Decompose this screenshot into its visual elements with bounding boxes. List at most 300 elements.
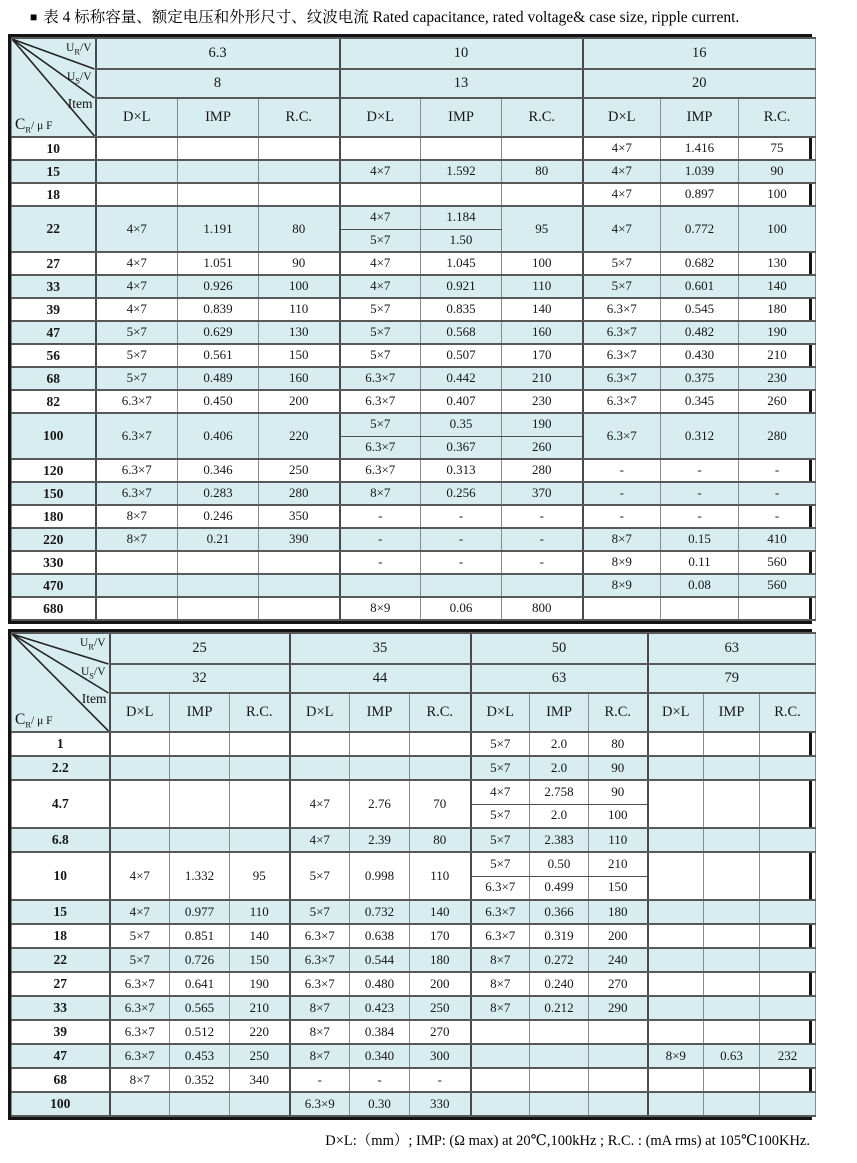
rc-cell: 150 [230, 948, 290, 972]
imp-cell: 0.641 [170, 972, 230, 996]
dxl-cell: 5×7 [340, 413, 421, 436]
imp-cell: 0.246 [178, 505, 259, 528]
surge-voltage-header-row [12, 69, 816, 99]
imp-cell: - [661, 505, 739, 528]
rc-cell: 160 [502, 321, 583, 344]
bullet-square-icon: ■ [30, 10, 38, 24]
imp-cell: 1.332 [170, 852, 230, 900]
dxl-cell [96, 551, 178, 574]
imp-cell: 0.375 [661, 367, 739, 390]
rc-cell: 800 [502, 597, 583, 620]
table-row [12, 252, 816, 275]
dxl-cell: 6.3×7 [583, 298, 661, 321]
dxl-cell: 5×7 [110, 924, 170, 948]
rc-cell: 110 [259, 298, 340, 321]
table-row [12, 206, 816, 229]
rated-voltage-value: 25 [110, 633, 290, 664]
imp-cell [704, 756, 760, 780]
table-row [12, 528, 816, 551]
dxl-cell [340, 137, 421, 160]
col-header-dxl: D×L [340, 98, 421, 137]
rc-cell: 230 [739, 367, 816, 390]
imp-cell: 0.30 [350, 1092, 410, 1116]
dxl-cell: 6.3×7 [96, 390, 178, 413]
imp-cell: 0.489 [178, 367, 259, 390]
dxl-cell [471, 1092, 530, 1116]
dxl-cell: 6.3×7 [471, 924, 530, 948]
imp-cell: 0.50 [530, 852, 589, 876]
imp-cell [170, 828, 230, 852]
dxl-cell: - [340, 528, 421, 551]
imp-cell: 0.921 [421, 275, 502, 298]
rc-cell: 210 [502, 367, 583, 390]
table-row [12, 1044, 816, 1068]
rc-cell: 190 [739, 321, 816, 344]
cap-cell: 2.2 [12, 756, 110, 780]
imp-cell [350, 732, 410, 756]
imp-cell [350, 756, 410, 780]
rc-cell: 150 [259, 344, 340, 367]
dxl-cell: 8×7 [583, 528, 661, 551]
imp-cell [170, 732, 230, 756]
imp-cell [170, 1092, 230, 1116]
rc-cell: 260 [502, 436, 583, 459]
cap-cell: 68 [12, 1068, 110, 1092]
dxl-cell: 8×7 [96, 528, 178, 551]
dxl-cell: 5×7 [471, 804, 530, 828]
dxl-cell: 8×7 [96, 505, 178, 528]
imp-cell: 0.367 [421, 436, 502, 459]
table-row [12, 852, 816, 876]
dxl-cell: 5×7 [96, 344, 178, 367]
cap-cell: 68 [12, 367, 96, 390]
dxl-cell [471, 1020, 530, 1044]
surge-voltage-header-row [12, 664, 816, 694]
imp-cell: 0.283 [178, 482, 259, 505]
rc-cell [760, 900, 816, 924]
rc-cell: 140 [230, 924, 290, 948]
dxl-cell: 4×7 [583, 206, 661, 252]
table-row [12, 1068, 816, 1092]
col-header-imp: IMP [350, 693, 410, 732]
dxl-cell [96, 160, 178, 183]
dxl-cell: 4×7 [96, 298, 178, 321]
imp-cell: - [350, 1068, 410, 1092]
dxl-cell [471, 1044, 530, 1068]
table-row [12, 160, 816, 183]
imp-cell [704, 828, 760, 852]
imp-cell: 0.366 [530, 900, 589, 924]
imp-cell [704, 996, 760, 1020]
col-header-dxl: D×L [96, 98, 178, 137]
rc-cell: 95 [502, 206, 583, 252]
dxl-cell: 8×7 [471, 948, 530, 972]
rc-cell [589, 1092, 648, 1116]
dxl-cell [648, 732, 704, 756]
table-row [12, 924, 816, 948]
cap-cell: 330 [12, 551, 96, 574]
imp-cell: 0.08 [661, 574, 739, 597]
rc-cell: 180 [589, 900, 648, 924]
dxl-cell [96, 597, 178, 620]
dxl-cell: 6.3×7 [583, 413, 661, 459]
dxl-cell [648, 756, 704, 780]
imp-cell: - [661, 459, 739, 482]
imp-cell: 0.406 [178, 413, 259, 459]
dxl-cell [648, 948, 704, 972]
imp-cell: 0.430 [661, 344, 739, 367]
imp-cell [704, 948, 760, 972]
dxl-cell: 6.3×7 [583, 344, 661, 367]
rc-cell [589, 1020, 648, 1044]
dxl-cell: 6.3×7 [110, 996, 170, 1020]
rc-cell [230, 828, 290, 852]
imp-cell: 0.568 [421, 321, 502, 344]
rc-cell: 95 [230, 852, 290, 900]
dxl-cell [96, 137, 178, 160]
imp-cell: 0.256 [421, 482, 502, 505]
corner-label-item: Item [67, 96, 93, 111]
imp-cell: 0.453 [170, 1044, 230, 1068]
cap-cell: 27 [12, 972, 110, 996]
rated-voltage-value: 50 [471, 633, 648, 664]
dxl-cell [648, 828, 704, 852]
col-header-imp: IMP [421, 98, 502, 137]
col-header-rc: R.C. [410, 693, 471, 732]
imp-cell [421, 574, 502, 597]
table-row [12, 321, 816, 344]
imp-cell: 0.638 [350, 924, 410, 948]
corner-cell [12, 633, 110, 732]
cap-cell: 39 [12, 1020, 110, 1044]
dxl-cell [471, 1068, 530, 1092]
cap-cell: 33 [12, 996, 110, 1020]
imp-cell: 0.565 [170, 996, 230, 1020]
rc-cell [410, 756, 471, 780]
imp-cell: 0.897 [661, 183, 739, 206]
imp-cell: - [421, 528, 502, 551]
table-low-voltage-6v3-16v [11, 37, 816, 621]
imp-cell: 0.839 [178, 298, 259, 321]
dxl-cell [648, 780, 704, 828]
imp-cell: 0.346 [178, 459, 259, 482]
imp-cell: 0.772 [661, 206, 739, 252]
dxl-cell [648, 1092, 704, 1116]
rc-cell: 140 [739, 275, 816, 298]
imp-cell: 0.352 [170, 1068, 230, 1092]
dxl-cell: 4×7 [583, 137, 661, 160]
cap-cell: 10 [12, 137, 96, 160]
rc-cell: 80 [259, 206, 340, 252]
imp-cell [704, 852, 760, 900]
corner-label-ur: $U_R/V$ [80, 637, 106, 652]
cap-cell: 1 [12, 732, 110, 756]
surge-voltage-value: 13 [340, 69, 583, 99]
rc-cell: 390 [259, 528, 340, 551]
dxl-cell: 8×7 [340, 482, 421, 505]
rc-cell [410, 732, 471, 756]
rc-cell [259, 574, 340, 597]
dxl-cell: 4×7 [340, 252, 421, 275]
imp-cell: 0.384 [350, 1020, 410, 1044]
rc-cell [760, 780, 816, 828]
col-header-rc: R.C. [739, 98, 816, 137]
imp-cell: 0.423 [350, 996, 410, 1020]
rc-cell [760, 1092, 816, 1116]
rc-cell: 232 [760, 1044, 816, 1068]
imp-cell: 0.926 [178, 275, 259, 298]
col-header-rc: R.C. [259, 98, 340, 137]
dxl-cell: - [583, 482, 661, 505]
dxl-cell: 6.3×7 [340, 390, 421, 413]
rc-cell [739, 597, 816, 620]
imp-cell: 1.051 [178, 252, 259, 275]
dxl-cell [648, 852, 704, 900]
table-row [12, 996, 816, 1020]
dxl-cell [110, 732, 170, 756]
rc-cell [760, 948, 816, 972]
rc-cell: 170 [410, 924, 471, 948]
imp-cell: - [421, 551, 502, 574]
imp-cell: 0.240 [530, 972, 589, 996]
dxl-cell: 8×7 [471, 972, 530, 996]
col-header-imp: IMP [661, 98, 739, 137]
table-row [12, 900, 816, 924]
imp-cell: 0.63 [704, 1044, 760, 1068]
rc-cell: 110 [589, 828, 648, 852]
imp-cell: 0.544 [350, 948, 410, 972]
imp-cell [178, 597, 259, 620]
rc-cell: 560 [739, 574, 816, 597]
rc-cell: 560 [739, 551, 816, 574]
rc-cell: 180 [739, 298, 816, 321]
imp-cell [178, 574, 259, 597]
rc-cell: - [502, 528, 583, 551]
imp-cell: 0.726 [170, 948, 230, 972]
col-header-dxl: D×L [583, 98, 661, 137]
rc-cell: 90 [589, 756, 648, 780]
dxl-cell: 6.3×7 [110, 1044, 170, 1068]
rc-cell [230, 1092, 290, 1116]
imp-cell [421, 137, 502, 160]
col-header-rc: R.C. [589, 693, 648, 732]
cap-cell: 27 [12, 252, 96, 275]
cap-cell: 150 [12, 482, 96, 505]
imp-cell [530, 1092, 589, 1116]
col-header-imp: IMP [170, 693, 230, 732]
dxl-cell: 4×7 [583, 183, 661, 206]
cap-cell: 470 [12, 574, 96, 597]
table-row [12, 972, 816, 996]
imp-cell: 0.35 [421, 413, 502, 436]
imp-cell: 0.407 [421, 390, 502, 413]
dxl-cell: 5×7 [471, 852, 530, 876]
rc-cell [230, 732, 290, 756]
rc-cell: 70 [410, 780, 471, 828]
dxl-cell: 4×7 [110, 900, 170, 924]
cap-cell: 18 [12, 924, 110, 948]
imp-cell: 0.340 [350, 1044, 410, 1068]
table-row [12, 597, 816, 620]
rc-cell: 140 [410, 900, 471, 924]
dxl-cell: 6.3×7 [340, 367, 421, 390]
table2-frame [8, 629, 812, 1120]
rc-cell: 160 [259, 367, 340, 390]
imp-cell [704, 1068, 760, 1092]
rc-cell: 100 [739, 206, 816, 252]
cap-cell: 47 [12, 1044, 110, 1068]
col-header-imp: IMP [530, 693, 589, 732]
dxl-cell: 5×7 [471, 756, 530, 780]
imp-cell: 2.76 [350, 780, 410, 828]
dxl-cell: 4×7 [340, 275, 421, 298]
dxl-cell: 4×7 [340, 206, 421, 229]
rc-cell [259, 183, 340, 206]
imp-cell [421, 183, 502, 206]
cap-cell: 15 [12, 900, 110, 924]
dxl-cell [648, 972, 704, 996]
rc-cell: 100 [259, 275, 340, 298]
table-row [12, 574, 816, 597]
dxl-cell: 5×7 [471, 828, 530, 852]
imp-cell: 1.184 [421, 206, 502, 229]
rc-cell: 180 [410, 948, 471, 972]
rc-cell: - [739, 505, 816, 528]
cap-cell: 47 [12, 321, 96, 344]
imp-cell: 0.312 [661, 413, 739, 459]
surge-voltage-value: 44 [290, 664, 471, 694]
imp-cell: 0.851 [170, 924, 230, 948]
imp-cell [178, 183, 259, 206]
rc-cell: 240 [589, 948, 648, 972]
dxl-cell: 6.3×7 [583, 321, 661, 344]
rc-cell [589, 1068, 648, 1092]
dxl-cell: 6.3×7 [96, 482, 178, 505]
imp-cell [170, 780, 230, 828]
dxl-cell: 5×7 [340, 321, 421, 344]
table-row [12, 828, 816, 852]
cap-cell: 82 [12, 390, 96, 413]
imp-cell: 0.482 [661, 321, 739, 344]
table-row [12, 390, 816, 413]
imp-cell: 0.732 [350, 900, 410, 924]
dxl-cell: 5×7 [96, 367, 178, 390]
dxl-cell: 4×7 [471, 780, 530, 804]
col-header-rc: R.C. [502, 98, 583, 137]
cap-cell: 4.7 [12, 780, 110, 828]
imp-cell: 0.507 [421, 344, 502, 367]
imp-cell: 0.629 [178, 321, 259, 344]
dxl-cell: 4×7 [96, 252, 178, 275]
imp-cell: 1.045 [421, 252, 502, 275]
dxl-cell: 6.3×7 [110, 1020, 170, 1044]
cap-cell: 33 [12, 275, 96, 298]
imp-cell: 0.561 [178, 344, 259, 367]
dxl-cell: 8×9 [583, 574, 661, 597]
table-row [12, 137, 816, 160]
table-row [12, 275, 816, 298]
table-row [12, 413, 816, 436]
imp-cell [170, 756, 230, 780]
dxl-cell: 8×7 [290, 1044, 350, 1068]
imp-cell: 1.191 [178, 206, 259, 252]
rc-cell [230, 756, 290, 780]
dxl-cell [290, 732, 350, 756]
corner-label-cr: $C_R/$ μ F [15, 115, 53, 135]
dxl-cell: 5×7 [471, 732, 530, 756]
imp-cell [704, 972, 760, 996]
imp-cell: 0.480 [350, 972, 410, 996]
table-row [12, 505, 816, 528]
column-header-row [12, 98, 816, 137]
rc-cell [230, 780, 290, 828]
rc-cell: 370 [502, 482, 583, 505]
cap-cell: 10 [12, 852, 110, 900]
dxl-cell: 4×7 [110, 852, 170, 900]
rc-cell [589, 1044, 648, 1068]
dxl-cell [96, 183, 178, 206]
rc-cell: 300 [410, 1044, 471, 1068]
rc-cell: 270 [410, 1020, 471, 1044]
footnote: D×L:（mm）; IMP: (Ω max) at 20℃,100kHz ; R.C. : (mA rms) at 105℃100KHz. [325, 1133, 810, 1149]
imp-cell [704, 924, 760, 948]
rc-cell: 250 [230, 1044, 290, 1068]
rc-cell [502, 574, 583, 597]
imp-cell: 0.15 [661, 528, 739, 551]
rc-cell: 200 [259, 390, 340, 413]
imp-cell [661, 597, 739, 620]
dxl-cell: 6.3×9 [290, 1092, 350, 1116]
cap-cell: 120 [12, 459, 96, 482]
dxl-cell: 6.3×7 [471, 876, 530, 900]
cap-cell: 18 [12, 183, 96, 206]
col-header-dxl: D×L [290, 693, 350, 732]
imp-cell: 2.383 [530, 828, 589, 852]
rc-cell: - [410, 1068, 471, 1092]
page-title-text: 表 4 标称容量、额定电压和外形尺寸、纹波电流 Rated capacitance, rated voltage& case size, ripple current. [43, 9, 740, 26]
table-row [12, 551, 816, 574]
rc-cell: 80 [589, 732, 648, 756]
cap-cell: 680 [12, 597, 96, 620]
table-row [12, 1020, 816, 1044]
surge-voltage-value: 8 [96, 69, 340, 99]
imp-cell [530, 1068, 589, 1092]
dxl-cell: 5×7 [290, 852, 350, 900]
col-header-rc: R.C. [230, 693, 290, 732]
rc-cell: 220 [259, 413, 340, 459]
table-row [12, 482, 816, 505]
imp-cell: 0.450 [178, 390, 259, 413]
surge-voltage-value: 32 [110, 664, 290, 694]
table-row [12, 298, 816, 321]
rc-cell: 190 [230, 972, 290, 996]
col-header-imp: IMP [704, 693, 760, 732]
dxl-cell: - [340, 505, 421, 528]
rc-cell: 75 [739, 137, 816, 160]
imp-cell [530, 1020, 589, 1044]
dxl-cell: - [583, 505, 661, 528]
rc-cell: 110 [230, 900, 290, 924]
rc-cell [502, 137, 583, 160]
imp-cell: 0.345 [661, 390, 739, 413]
imp-cell [704, 732, 760, 756]
imp-cell: 0.21 [178, 528, 259, 551]
dxl-cell: 6.3×7 [96, 413, 178, 459]
dxl-cell [648, 1068, 704, 1092]
imp-cell: 0.835 [421, 298, 502, 321]
dxl-cell: 4×7 [340, 160, 421, 183]
rc-cell: 140 [502, 298, 583, 321]
